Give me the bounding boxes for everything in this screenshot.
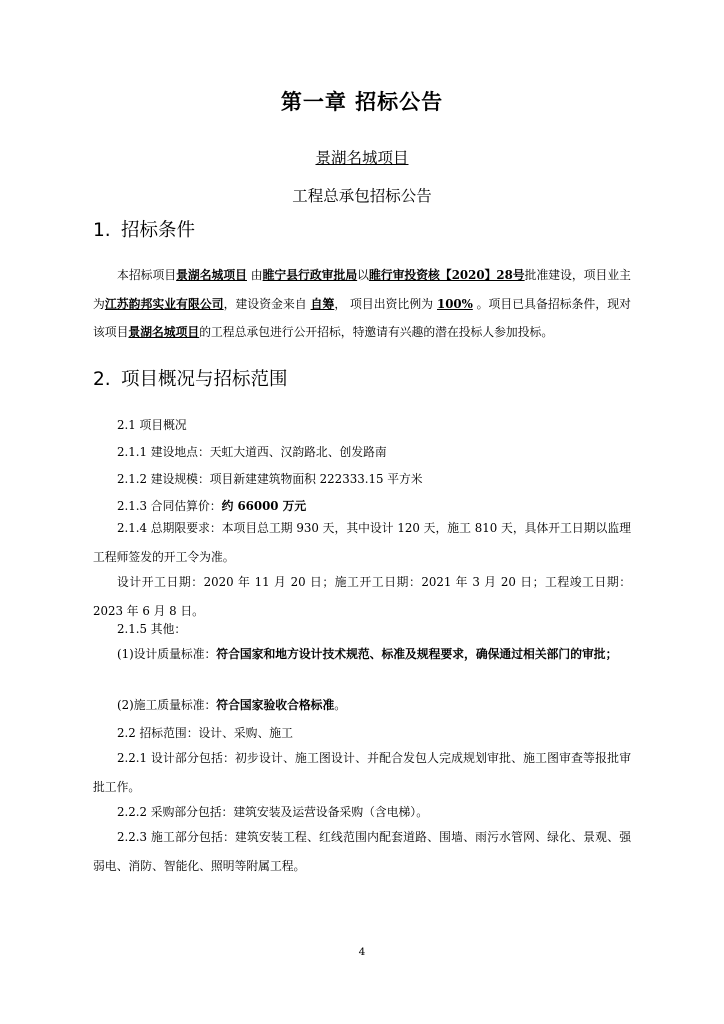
notice-title: 工程总承包招标公告 bbox=[292, 187, 432, 205]
design-quality-standard: 符合国家和地方设计技术规范、标准及规程要求，确保通过相关部门的审批； bbox=[216, 647, 618, 661]
para-schedule-dates: 设计开工日期：2020 年 11 月 20 日；施工开工日期：2021 年 3 月 20 日；工程竣工日期：2023 年 6 月 8 日。 bbox=[93, 575, 631, 618]
text-run: ， 项目出资比例为 bbox=[334, 296, 437, 311]
text-run: 。项目已具备招标条件，现对该项目 bbox=[93, 296, 631, 339]
project-name: 景湖名城项目 bbox=[315, 149, 409, 167]
section2-title: 项目概况与招标范围 bbox=[121, 369, 288, 390]
section2-number: 2. bbox=[93, 369, 111, 390]
fund-source: 自筹 bbox=[310, 296, 335, 311]
section1-title: 招标条件 bbox=[121, 220, 196, 241]
line-2-1-3 bbox=[117, 497, 306, 514]
chapter-title: 第一章 招标公告 bbox=[280, 90, 444, 114]
text-run: (2)施工质量标准： bbox=[117, 698, 217, 712]
contract-estimate: 约 66000 万元 bbox=[221, 499, 307, 513]
para-2-2-3: 2.2.3 施工部分包括：建筑安装工程、红线范围内配套道路、围墙、雨污水管网、绿化、景观、强弱电、消防、智能化、照明等附属工程。 bbox=[93, 830, 631, 873]
page-number: 4 bbox=[358, 946, 366, 958]
section1-number: 1. bbox=[93, 220, 111, 241]
text-run: 的工程总承包进行公开招标，特邀请有兴趣的潜在投标人参加投标。 bbox=[199, 325, 554, 339]
text-run: 以 bbox=[357, 268, 369, 282]
text-run: 2.1.3 合同估算价： bbox=[117, 499, 222, 513]
line-2-2-2: 2.2.2 采购部分包括：建筑安装及运营设备采购（含电梯）。 bbox=[117, 805, 428, 819]
section1-paragraph bbox=[93, 261, 631, 347]
line-2-1-2: 2.1.2 建设规模：项目新建建筑物面积 222333.15 平方米 bbox=[117, 472, 423, 486]
text-run: (1)设计质量标准： bbox=[117, 647, 217, 661]
line-2-1-1: 2.1.1 建设地点：天虹大道西、汉韵路北、创发路南 bbox=[117, 445, 387, 459]
line-2-2: 2.2 招标范围：设计、采购、施工 bbox=[117, 726, 293, 740]
project-name-heading bbox=[0, 146, 724, 168]
project-name-inline-2: 景湖名城项目 bbox=[128, 325, 200, 339]
line-2-1: 2.1 项目概况 bbox=[117, 418, 187, 432]
text-run: 本招标项目 bbox=[117, 268, 177, 282]
text-run: 。 bbox=[334, 698, 347, 712]
funding-ratio: 100% bbox=[436, 296, 473, 311]
project-name-inline: 景湖名城项目 bbox=[176, 268, 247, 282]
approver: 睢宁县行政审批局 bbox=[262, 268, 358, 282]
line-construction-quality bbox=[117, 696, 346, 713]
text-run: ，建设资金来自 bbox=[223, 296, 311, 311]
text-run: 由 bbox=[247, 268, 263, 282]
construction-quality-standard: 符合国家验收合格标准 bbox=[216, 698, 335, 712]
owner: 江苏韵邦实业有限公司 bbox=[104, 296, 224, 311]
para-2-2-1: 2.2.1 设计部分包括：初步设计、施工图设计、并配合发包人完成规划审批、施工图审查等报批审批工作。 bbox=[93, 751, 631, 794]
line-2-1-5: 2.1.5 其他： bbox=[117, 622, 187, 636]
section1-heading bbox=[93, 216, 195, 242]
approval-document: 睢行审投资核【2020】28号 bbox=[368, 268, 525, 282]
text-run: 批准建设，项目业主为 bbox=[93, 268, 631, 311]
section2-heading bbox=[93, 365, 288, 391]
para-2-1-4: 2.1.4 总期限要求：本项目总工期 930 天，其中设计 120 天，施工 810 天，具体开工日期以监理工程师签发的开工令为准。 bbox=[93, 521, 631, 564]
para-design-quality bbox=[93, 640, 631, 669]
